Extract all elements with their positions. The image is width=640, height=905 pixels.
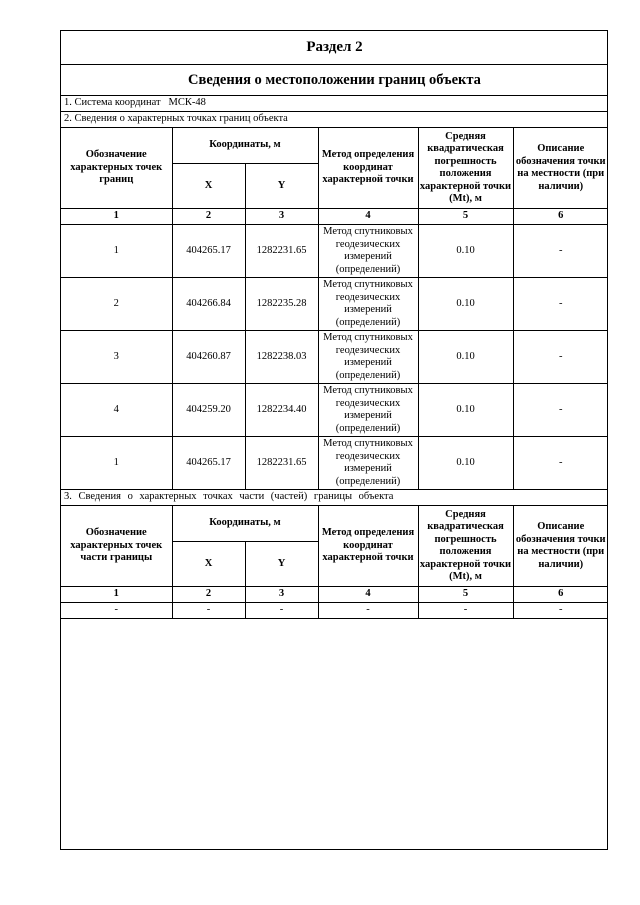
- part-header-description: Описание обозначения точки на местности (при наличии): [513, 506, 608, 587]
- cell-description: -: [513, 437, 608, 490]
- column-number: 1: [61, 209, 172, 225]
- coord-system-label: 1. Система координат: [64, 97, 161, 109]
- cell-point: 1: [61, 225, 172, 278]
- column-number: 5: [418, 209, 513, 225]
- header-x: X: [172, 164, 245, 209]
- cell-description: -: [513, 225, 608, 278]
- column-number: 6: [513, 587, 608, 603]
- header-method: Метод определения координат характерной точки: [318, 128, 418, 209]
- column-number: 5: [418, 587, 513, 603]
- cell-method: Метод спутниковых геодезических измерений (определений): [318, 225, 418, 278]
- column-number: 4: [318, 209, 418, 225]
- column-number: 3: [245, 209, 318, 225]
- column-number: 2: [172, 587, 245, 603]
- cell-method: Метод спутниковых геодезических измерений (определений): [318, 437, 418, 490]
- table-row: [61, 437, 608, 490]
- cell-method: Метод спутниковых геодезических измерений (определений): [318, 384, 418, 437]
- cell-error: 0.10: [418, 331, 513, 384]
- table-row: [61, 331, 608, 384]
- part-header-error: Средняя квадратическая погрешность положения характерной точки (Mt), м: [418, 506, 513, 587]
- cell-x: 404265.17: [172, 225, 245, 278]
- header-y: Y: [245, 164, 318, 209]
- cell-description: -: [513, 331, 608, 384]
- column-number: 6: [513, 209, 608, 225]
- header-error: Средняя квадратическая погрешность положения характерной точки (Mt), м: [418, 128, 513, 209]
- cell-method: -: [318, 603, 418, 619]
- cell-error: 0.10: [418, 384, 513, 437]
- coord-system-line: [61, 96, 608, 112]
- cell-error: 0.10: [418, 437, 513, 490]
- cell-y: 1282231.65: [245, 437, 318, 490]
- cell-y: 1282234.40: [245, 384, 318, 437]
- column-number: 1: [61, 587, 172, 603]
- part-header-method: Метод определения координат характерной точки: [318, 506, 418, 587]
- cell-error: 0.10: [418, 278, 513, 331]
- cell-x: 404259.20: [172, 384, 245, 437]
- part-points-title: 3. Сведения о характерных точках части (частей) границы объекта: [61, 490, 608, 506]
- cell-x: 404260.87: [172, 331, 245, 384]
- cell-description: -: [513, 278, 608, 331]
- part-header-coordinates: Координаты, м: [172, 506, 318, 542]
- header-description: Описание обозначения точки на местности (при наличии): [513, 128, 608, 209]
- part-header-designation: Обозначение характерных точек части границы: [61, 506, 172, 587]
- cell-x: -: [172, 603, 245, 619]
- part-header-x: X: [172, 542, 245, 587]
- cell-y: 1282238.03: [245, 331, 318, 384]
- coord-system-value: МСК-48: [168, 97, 206, 109]
- cell-method: Метод спутниковых геодезических измерений (определений): [318, 331, 418, 384]
- cell-point: 4: [61, 384, 172, 437]
- cell-x: 404266.84: [172, 278, 245, 331]
- cell-y: 1282235.28: [245, 278, 318, 331]
- section-heading: Сведения о местоположении границ объекта: [61, 65, 608, 96]
- cell-method: Метод спутниковых геодезических измерений (определений): [318, 278, 418, 331]
- part-header-y: Y: [245, 542, 318, 587]
- document-frame: [60, 30, 608, 850]
- cell-description: -: [513, 384, 608, 437]
- cell-y: -: [245, 603, 318, 619]
- part-column-numbers-row: [61, 587, 608, 603]
- cell-y: 1282231.65: [245, 225, 318, 278]
- cell-description: -: [513, 603, 608, 619]
- table-row: [61, 278, 608, 331]
- header-coordinates: Координаты, м: [172, 128, 318, 164]
- cell-point: 3: [61, 331, 172, 384]
- header-designation: Обозначение характерных точек границ: [61, 128, 172, 209]
- boundaries-table: [61, 31, 608, 619]
- column-number: 3: [245, 587, 318, 603]
- boundary-points-title: 2. Сведения о характерных точках границ объекта: [61, 112, 608, 128]
- column-number: 4: [318, 587, 418, 603]
- cell-point: 2: [61, 278, 172, 331]
- table-row: [61, 384, 608, 437]
- cell-point: 1: [61, 437, 172, 490]
- cell-point: -: [61, 603, 172, 619]
- cell-x: 404265.17: [172, 437, 245, 490]
- column-number: 2: [172, 209, 245, 225]
- cell-error: 0.10: [418, 225, 513, 278]
- table-row: [61, 225, 608, 278]
- section-title: Раздел 2: [61, 31, 608, 65]
- cell-error: -: [418, 603, 513, 619]
- table-row: [61, 603, 608, 619]
- column-numbers-row: [61, 209, 608, 225]
